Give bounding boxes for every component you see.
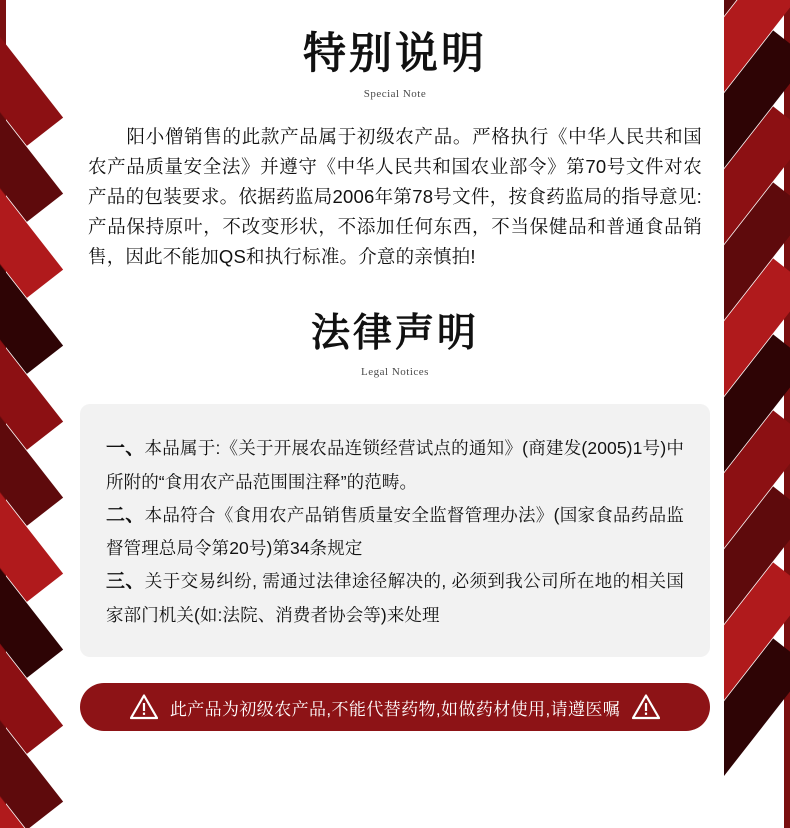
decorative-left-edge	[0, 0, 66, 828]
legal-item-text: 本品符合《食用农产品销售质量安全监督管理办法》(国家食品药品监督管理总局令第20号)第34条规定	[106, 504, 684, 559]
legal-item-text: 关于交易纠纷, 需通过法律途径解决的, 必须到我公司所在地的相关国家部门机关(如:法院、消费者协会等)来处理	[106, 570, 684, 625]
legal-item	[106, 499, 684, 565]
special-note-body-wrap	[88, 122, 702, 272]
warning-triangle-icon	[130, 694, 158, 720]
special-note-title: 特别说明	[303, 31, 487, 78]
warning-bar	[80, 683, 710, 731]
legal-item	[106, 432, 684, 498]
warning-triangle-icon	[632, 694, 660, 720]
special-note-body: 阳小僧销售的此款产品属于初级农产品。严格执行《中华人民共和国农产品质量安全法》并遵守《中华人民共和国农业部令》第70号文件对农产品的包装要求。依据药监局2006年第78号文件，按食药监局的指导意见:产品保持原叶，不改变形状，不添加任何东西，不当保健品和普通食品销售，因此不能加QS和执行标准。介意的亲慎拍!	[88, 126, 702, 268]
legal-notices-subtitle: Legal Notices	[361, 366, 429, 379]
legal-notices-header	[66, 312, 724, 378]
legal-item-number: 一、	[106, 438, 145, 460]
special-note-subtitle: Special Note	[363, 88, 427, 101]
special-note-header	[66, 0, 724, 100]
decorative-right-edge	[724, 0, 790, 828]
content-column	[66, 0, 724, 828]
legal-item-number: 二、	[106, 504, 145, 526]
legal-item-number: 三、	[106, 570, 145, 592]
legal-item	[106, 565, 684, 631]
warning-text: 此产品为初级农产品,不能代替药物,如做药材使用,请遵医嘱	[169, 699, 621, 719]
legal-notices-title: 法律声明	[310, 312, 479, 356]
legal-item-text: 本品属于:《关于开展农品连锁经营试点的通知》(商建发(2005)1号)中所附的“食用农产品范围围注释”的范畴。	[106, 438, 684, 492]
legal-notices-card	[80, 404, 710, 657]
